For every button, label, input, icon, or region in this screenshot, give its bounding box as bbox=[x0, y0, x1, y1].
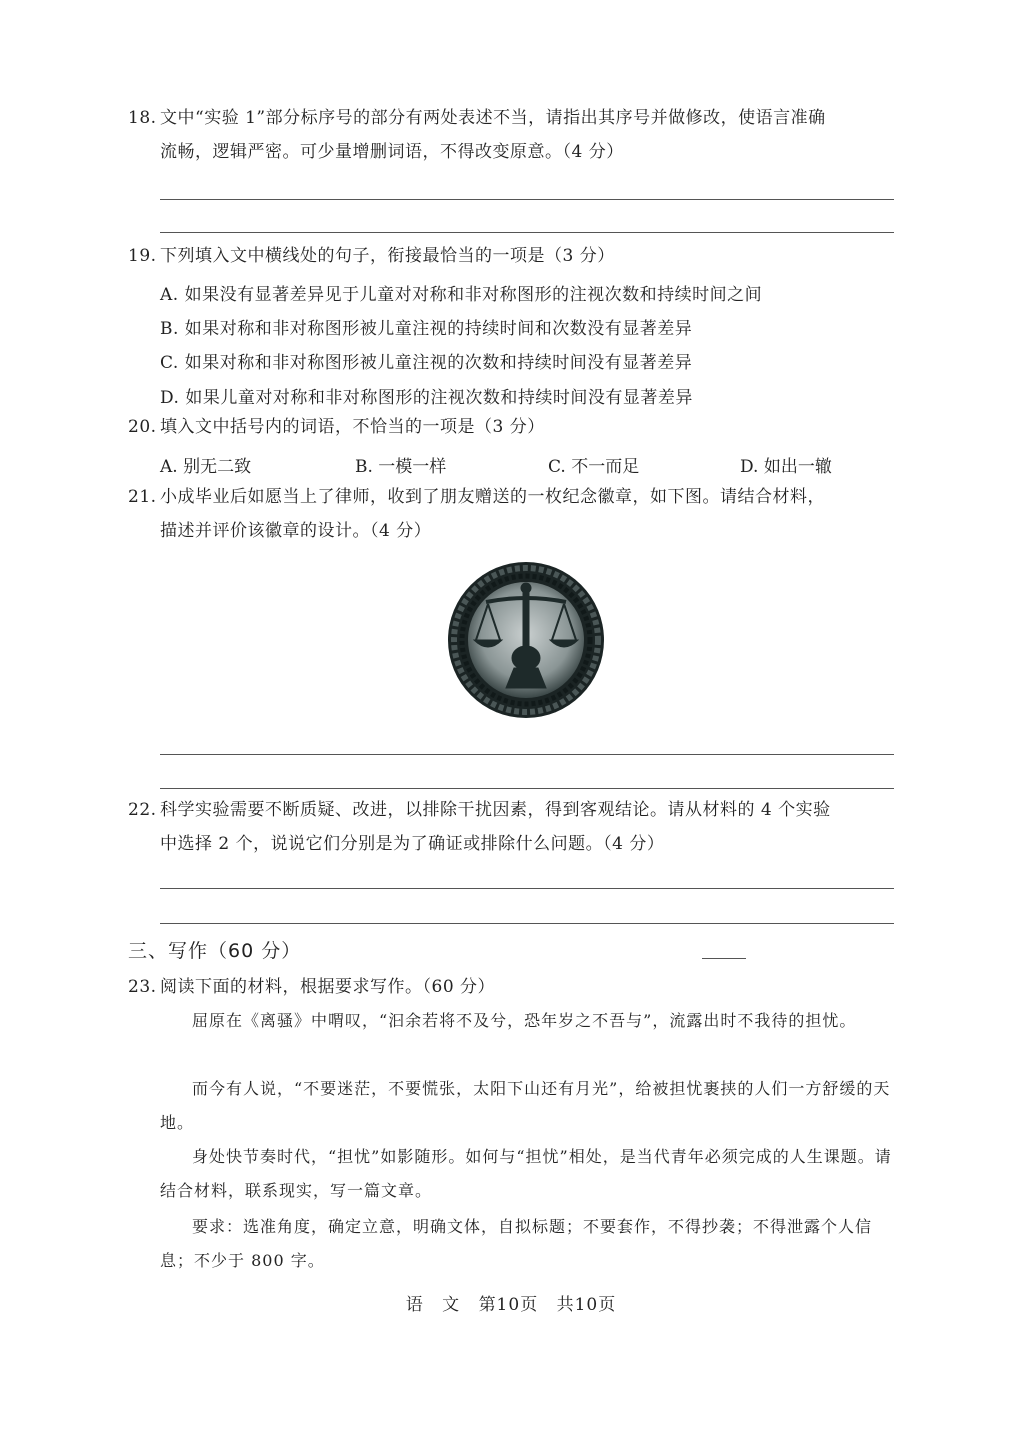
question-stem: 填入文中括号内的词语，不恰当的一项是（3 分） bbox=[160, 417, 545, 437]
option-b: B. 如果对称和非对称图形被儿童注视的持续时间和次数没有显著差异 bbox=[160, 319, 693, 339]
material-paragraph-2: 而今有人说，“不要迷茫，不要慌张，太阳下山还有月光”，给被担忧裹挟的人们一方舒缓的天地。 bbox=[160, 1079, 891, 1132]
question-number: 19. bbox=[128, 246, 157, 266]
footer-subject-a: 语 bbox=[405, 1295, 424, 1315]
question-stem: 阅读下面的材料，根据要求写作。（60 分） bbox=[160, 977, 496, 997]
page-footer bbox=[0, 1290, 1022, 1315]
option-a: A. 别无二致 bbox=[160, 457, 252, 477]
question-20 bbox=[128, 410, 545, 444]
question-number: 22. bbox=[128, 800, 157, 820]
question-text-line2: 中选择 2 个，说说它们分别是为了确证或排除什么问题。（4 分） bbox=[160, 834, 665, 854]
answer-line[interactable] bbox=[160, 788, 894, 789]
requirements-paragraph: 要求：选准角度，确定立意，明确文体，自拟标题；不要套作，不得抄袭；不得泄露个人信息；不少于 800 字。 bbox=[160, 1217, 873, 1270]
section-heading: 三、写作（60 分） bbox=[128, 940, 302, 962]
question-18 bbox=[128, 101, 826, 169]
option-d: D. 如出一辙 bbox=[740, 457, 832, 477]
option-c: C. 不一而足 bbox=[548, 457, 640, 477]
scales-of-justice-badge-image bbox=[446, 560, 606, 720]
question-number: 20. bbox=[128, 417, 157, 437]
short-line bbox=[702, 958, 746, 959]
question-19 bbox=[128, 239, 615, 273]
footer-subject-b: 文 bbox=[442, 1295, 461, 1315]
answer-line[interactable] bbox=[160, 923, 894, 924]
answer-line[interactable] bbox=[160, 754, 894, 755]
question-stem: 下列填入文中横线处的句子，衔接最恰当的一项是（3 分） bbox=[160, 246, 615, 266]
footer-total-pages: 共10页 bbox=[556, 1295, 617, 1315]
answer-line[interactable] bbox=[160, 888, 894, 889]
option-a: A. 如果没有显著差异见于儿童对对称和非对称图形的注视次数和持续时间之间 bbox=[160, 285, 763, 305]
option-d: D. 如果儿童对对称和非对称图形的注视次数和持续时间没有显著差异 bbox=[160, 388, 693, 408]
question-text-line1: 科学实验需要不断质疑、改进，以排除干扰因素，得到客观结论。请从材料的 4 个实验 bbox=[160, 800, 831, 820]
material-paragraph-3: 身处快节奏时代，“担忧”如影随形。如何与“担忧”相处，是当代青年必须完成的人生课题。请结合材料，联系现实，写一篇文章。 bbox=[160, 1147, 892, 1200]
question-text-line2: 描述并评价该徽章的设计。（4 分） bbox=[160, 521, 432, 541]
question-number: 23. bbox=[128, 977, 157, 997]
question-number: 18. bbox=[128, 108, 157, 128]
option-c: C. 如果对称和非对称图形被儿童注视的次数和持续时间没有显著差异 bbox=[160, 353, 693, 373]
answer-line[interactable] bbox=[160, 232, 894, 233]
question-text-line1: 文中“实验 1”部分标序号的部分有两处表述不当，请指出其序号并做修改，使语言准确 bbox=[160, 108, 826, 128]
option-b: B. 一模一样 bbox=[355, 457, 447, 477]
footer-page-number: 第10页 bbox=[478, 1295, 539, 1315]
question-23 bbox=[128, 970, 496, 1004]
question-text-line1: 小成毕业后如愿当上了律师，收到了朋友赠送的一枚纪念徽章，如下图。请结合材料， bbox=[160, 487, 825, 507]
question-text-line2: 流畅，逻辑严密。可少量增删词语，不得改变原意。（4 分） bbox=[160, 142, 624, 162]
question-number: 21. bbox=[128, 487, 157, 507]
question-22 bbox=[128, 793, 831, 861]
answer-line[interactable] bbox=[160, 199, 894, 200]
material-paragraph-1: 屈原在《离骚》中喟叹，“汩余若将不及兮，恐年岁之不吾与”，流露出时不我待的担忧。 bbox=[192, 1011, 857, 1030]
question-21 bbox=[128, 480, 825, 548]
